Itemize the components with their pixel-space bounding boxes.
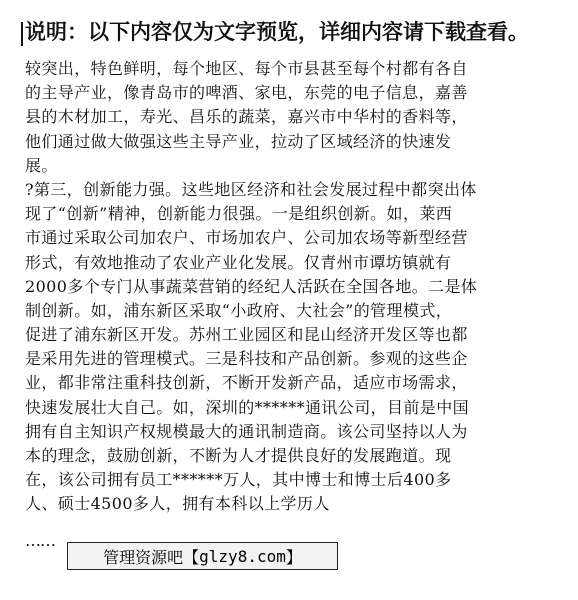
paragraph-line: 的主导产业，像青岛市的啤酒、家电，东莞的电子信息，嘉善 [25, 83, 468, 103]
paragraph-line: 拥有自主知识产权规模最大的通讯制造商。该公司坚持以人为 [25, 421, 468, 441]
paragraph-line: 形式，有效地推动了农业产业化发展。仅青州市谭坊镇就有 [25, 252, 452, 272]
paragraph-line: ?第三，创新能力强。这些地区经济和社会发展过程中都突出体 [25, 179, 477, 199]
paragraph-line: 促进了浦东新区开发。苏州工业园区和昆山经济开发区等也都 [25, 325, 468, 345]
paragraph-line: 业，都非常注重科技创新，不断开发新产品，适应市场需求， [25, 373, 468, 393]
text-cursor [21, 22, 23, 46]
paragraph-line: 他们通过做大做强这些主导产业，拉动了区域经济的快速发 [25, 131, 452, 151]
paragraph-line: 制创新。如，浦东新区采取“小政府、大社会”的管理模式， [25, 300, 453, 320]
preview-notice: 说明：以下内容仅为文字预览，详细内容请下载查看。 [25, 20, 529, 44]
paragraph-line: 在，该公司拥有员工******万人，其中博士和博士后400多 [25, 470, 452, 490]
document-body [25, 57, 550, 517]
paragraph-line: 现了“创新”精神，创新能力很强。一是组织创新。如，莱西 [25, 204, 453, 224]
paragraph-line: 县的木材加工，寿光、昌乐的蔬菜，嘉兴市中华村的香料等， [25, 107, 468, 127]
paragraph-line: 是采用先进的管理模式。三是科技和产品创新。参观的这些企 [25, 349, 468, 369]
site-bracket-close: 】 [285, 547, 302, 567]
paragraph-line: 市通过采取公司加农户、市场加农户、公司加农场等新型经营 [25, 228, 468, 248]
paragraph-line: 展。 [25, 155, 58, 175]
paragraph-line: 人、硕士4500多人，拥有本科以上学历人 [25, 494, 330, 514]
site-domain: glzy8.com [199, 546, 286, 566]
paragraph-line: 快速发展壮大自己。如，深圳的******通讯公司，目前是中国 [25, 397, 470, 417]
paragraph-line: 本的理念，鼓励创新，不断为人才提供良好的发展跑道。现 [25, 446, 452, 465]
paragraph-line: 2000多个专门从事蔬菜营销的经纪人活跃在全国各地。二是体 [25, 276, 478, 296]
site-link-box[interactable] [67, 542, 338, 570]
paragraph-line: 较突出，特色鲜明，每个地区、每个市县甚至每个村都有各自 [25, 59, 468, 78]
ellipsis: …… [25, 531, 55, 550]
site-bracket-open: 【 [183, 547, 200, 567]
site-label: 管理资源吧 [103, 547, 184, 567]
